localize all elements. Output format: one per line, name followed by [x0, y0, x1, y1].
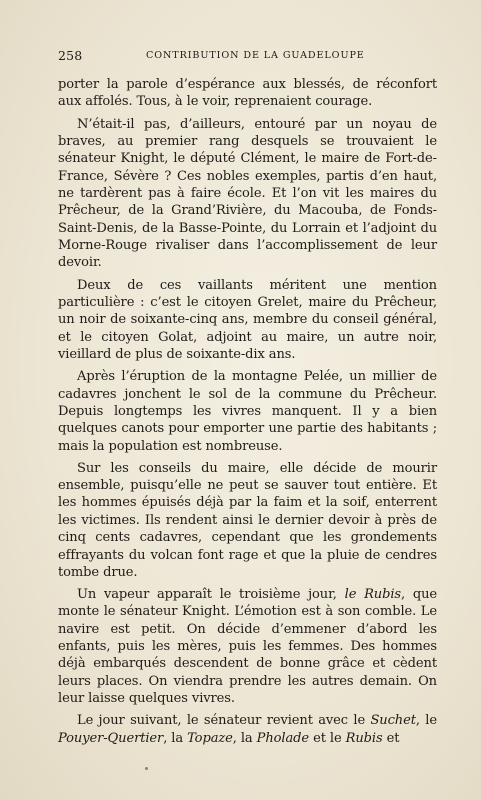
paragraph [58, 76, 437, 111]
page-number: 258 [58, 48, 83, 63]
text-run: , le [415, 713, 437, 729]
text-run: et le [309, 730, 346, 746]
italic-ship-name: le Rubis [344, 587, 402, 603]
text-run: , que monte le sénateur Knight. L’émotion est à son comble. Le navire est petit. On décide d’emmener d’abord les enfants, puis les mères, puis les femmes. Des hommes déjà embarqués descendent de bonne grâce et cèdent leurs places. On viendra prendre les autres demain. On leur laisse quelques vivres. [58, 587, 438, 707]
text-run: Deux de ces vaillants méritent une mention particulière : c’est le citoyen Grelet, maire du Prêcheur, un noir de soixante-cinq ans, membre du conseil général, et le citoyen Golat, adjoint au maire, un autre noir, vieillard de plus de soixante-dix ans. [58, 277, 437, 362]
text-run: , la [232, 730, 257, 746]
text-run: porter la parole d’espérance aux blessés, de réconfort aux affolés. Tous, à le voir, reprenaient courage. [58, 77, 437, 110]
paragraph [58, 277, 437, 364]
paragraph [58, 460, 437, 581]
paragraph [58, 712, 437, 747]
paragraph [58, 586, 437, 707]
running-head [58, 48, 433, 64]
text-run: Sur les conseils du maire, elle décide de mourir ensemble, puisqu’elle ne peut se sauver tout entière. Et les hommes épuisés déjà par la faim et la soif, enterrent les victimes. Ils rendent ainsi le dernier devoir à près de cinq cents cadavres, cependant que les grondements effrayants du volcan font rage et que la pluie de cendres tombe drue. [58, 460, 437, 580]
text-run: Un vapeur apparaît le troisième jour, [77, 587, 345, 603]
text-run: N’était-il pas, d’ailleurs, entouré par un noyau de braves, au premier rang desquels se trouvaient le sénateur Knight, le député Clément, le maire de Fort-de-France, Sévère ? Ces nobles exemples, partis d’en haut, ne tardèrent pas à faire école. Et l’on vit les maires du Prêcheur, de la Grand’Rivière, du Macouba, de Fonds-Saint-Denis, de la Basse-Pointe, du Lorrain et l’adjoint du Morne-Rouge rivaliser dans l’accomplissement de leur devoir. [58, 116, 437, 271]
ink-speck [145, 767, 148, 770]
italic-ship-name: Topaze [187, 730, 233, 746]
italic-ship-name: Suchet [370, 713, 416, 729]
body-text [58, 76, 437, 747]
text-run: et [382, 730, 400, 746]
italic-ship-name: Pouyer-Quertier [58, 730, 164, 746]
italic-ship-name: Pholade [256, 730, 310, 746]
text-run: Après l’éruption de la montagne Pelée, un millier de cadavres jonchent le sol de la commune du Prêcheur. Depuis longtemps les vivres manquent. Il y a bien quelques canots pour emporter une partie des habitants ; mais la population est nombreuse. [58, 369, 437, 454]
paragraph [58, 368, 437, 455]
text-run: Le jour suivant, le sénateur revient avec le [77, 713, 371, 729]
running-title: CONTRIBUTION DE LA GUADELOUPE [146, 50, 365, 61]
text-run: , la [163, 730, 188, 746]
paragraph [58, 116, 437, 272]
italic-ship-name: Rubis [345, 730, 383, 746]
